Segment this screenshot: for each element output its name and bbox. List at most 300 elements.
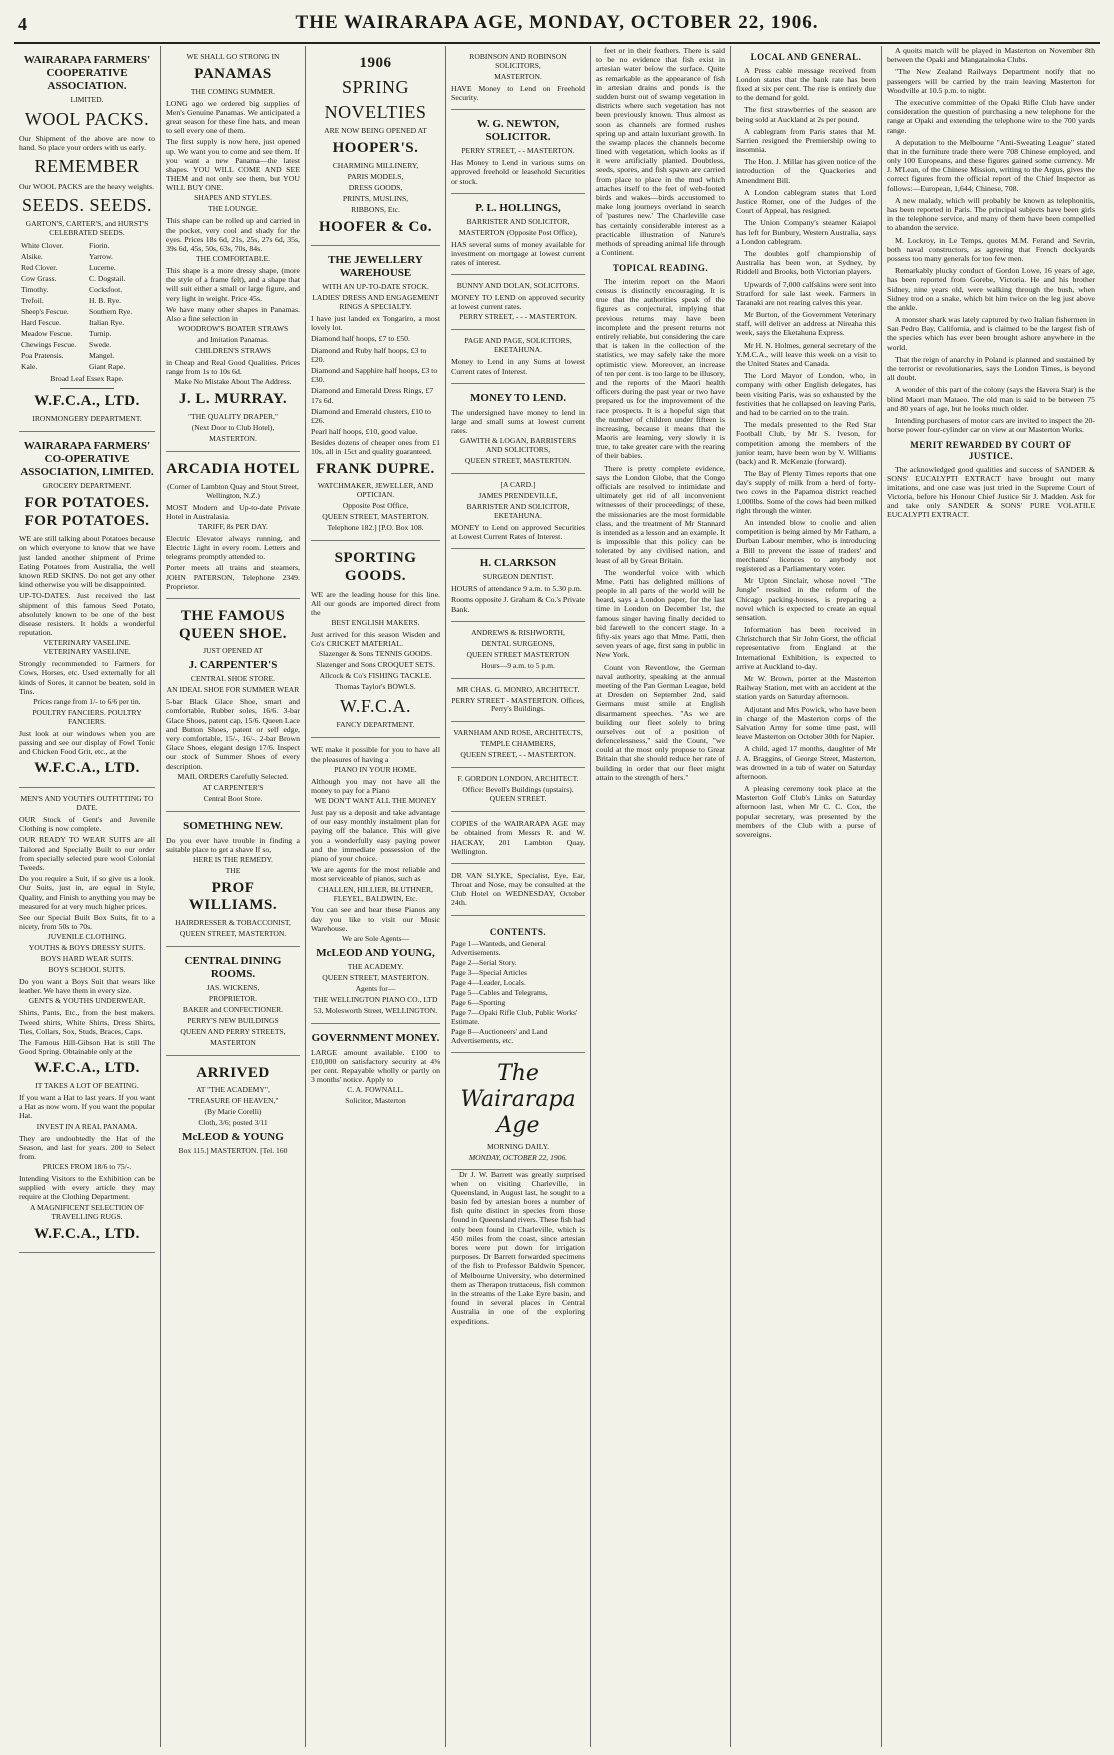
seed-item: Meadow Fescue. xyxy=(21,328,73,338)
ad-text: and Imitation Panamas. xyxy=(197,335,269,345)
ad-subhead: MEN'S AND YOUTH'S OUTFITTING TO DATE. xyxy=(20,794,154,813)
section-heading: TOPICAL READING. xyxy=(612,263,709,274)
seed-item: Turnip. xyxy=(89,328,112,338)
ad-text: Money to Lend in any Sums at lowest Current rates of Interest. xyxy=(451,357,585,376)
seed-item: Giant Rape. xyxy=(89,361,126,371)
ad-prendeville xyxy=(451,474,585,549)
ad-headline: SOMETHING NEW. xyxy=(183,819,283,832)
ad-headline: THE JEWELLERY WAREHOUSE xyxy=(328,254,423,280)
ad-text: BAKER and CONFECTIONER. xyxy=(182,1004,284,1014)
seed-item: Timothy. xyxy=(21,284,49,294)
ad-headline: FOR POTATOES. FOR POTATOES. xyxy=(24,494,150,529)
seed-item: Swede. xyxy=(89,339,112,349)
ad-headline: PROF WILLIAMS. xyxy=(188,879,278,914)
ad-subhead: POULTRY FANCIERS. POULTRY FANCIERS. xyxy=(32,707,142,726)
news-item: The medals presented to the Red Star Football Club, by Mr S. Iveson, for competition among the members of the junior team, have been won by V. Williams (back) and R. McKenzie (forward). xyxy=(736,420,876,466)
ad-text: Just pay us a deposit and take advantage of our easy monthly instalment plan for paying off the balance. This will give you a wonderfully easy paying power and the immediate possession of the piano of your choice. xyxy=(311,808,440,863)
ad-text: WITH AN UP-TO-DATE STOCK. xyxy=(322,282,429,292)
ad-headline: H. CLARKSON xyxy=(479,557,557,570)
ad-london xyxy=(451,768,585,812)
ad-text: Do you want a Boys Suit that wears like leather. We have them in every size. xyxy=(19,977,155,996)
ad-headline: FRANK DUPRE. xyxy=(316,460,435,477)
seed-item: Sheep's Fescue. xyxy=(21,306,69,316)
column-3 xyxy=(306,46,446,1747)
ad-text: CHARMING MILLINERY, xyxy=(332,160,419,170)
ad-headline: McLEOD & YOUNG xyxy=(182,1131,284,1144)
ad-text: We are Sole Agents— xyxy=(341,934,410,944)
ad-headline: SEEDS. SEEDS. xyxy=(21,194,153,215)
ad-arcadia-hotel xyxy=(166,452,300,599)
ad-text: TEMPLE CHAMBERS, xyxy=(480,739,556,749)
ad-text: PERRY STREET, - - - MASTERTON. xyxy=(459,312,577,322)
news-item: A pleasing ceremony took place at the Masterton Golf Club's Links on Saturday afternoon last, when Mr C. C. Cox, the popular secretary, was presented by the members of the Club with a purse of sovereigns. xyxy=(736,784,876,840)
ad-text: (Corner of Lambton Quay and Stout Street, Wellington, N.Z.) xyxy=(167,481,299,500)
news-item: The Bay of Plenty Times reports that one day's supply of milk from a herd of forty-two cows in the Papamoa district reached 1,000lbs. Some of the cows had been milked right through the winter. xyxy=(736,469,876,515)
ad-text: HAIRDRESSER & TOBACCONIST, xyxy=(175,918,291,928)
ad-headline: CENTRAL DINING ROOMS. xyxy=(184,955,282,981)
ad-headline: W.F.C.A., LTD. xyxy=(34,1225,140,1242)
news-item: That the reign of anarchy in Poland is planned and sustained by the terrorist or revolutionaries, says the London Times, is beyond all doubt. xyxy=(887,354,1095,383)
ad-text: SURGEON DENTIST. xyxy=(482,572,554,582)
ad-text: QUEEN AND PERRY STREETS, xyxy=(180,1026,286,1036)
ad-subhead: WOODROW'S BOATER STRAWS xyxy=(177,324,289,334)
news-item: A monster shark was lately captured by two Italian fishermen in San Pedro Bay, California, and is claimed to be the largest fish of the species which has ever been brought ashore anywhere in the world. xyxy=(887,315,1095,352)
ad-text: MONEY TO LEND on approved security at lowest current rates. xyxy=(451,293,585,312)
ad-text: "TREASURE OF HEAVEN," xyxy=(187,1096,279,1106)
ad-copies xyxy=(451,812,585,864)
ad-wfca-grocery xyxy=(19,432,155,788)
news-item: The Union Company's steamer Kaiapoi has left for Bunbury, Western Australia, says a London cablegram. xyxy=(736,218,876,246)
news-item: A deputation to the Melbourne "Anti-Sweating League" stated that in the furniture trade there were 708 Chinese employed, and only 100 Europeans, and these figures gained some currency. Mr J. M'Lean, of the Chinese Mission, writing to the Argus, gives the correct figures from the official report of the Chief Inspector as follows:—European, 1,644; Chinese, 708. xyxy=(887,137,1095,193)
news-item: An intended blow to coolie and alien competition is being aimed by Mr Fatham, a Durban Labour member, who is introducing a Bill to prevent the issue of traders' and merchants' licences to anybody not registered as a Parliamentary voter. xyxy=(736,518,876,573)
ad-headline: WOOL PACKS. xyxy=(24,108,150,129)
news-item: M. Lockroy, in Le Temps, quotes M.M. Ferand and Sevrin, both naval constructors, as agreeing that French dockyards possess too many generals for too few men. xyxy=(887,235,1095,263)
ad-text: QUEEN STREET, - - MASTERTON. xyxy=(460,750,576,760)
ad-text: LARGE amount available. £100 to £10,000 on satisfactory security at 4⅜ per cent. Repayable wholly or partly on 3 months' notice. Apply to xyxy=(311,1047,440,1085)
seed-item: Mangel. xyxy=(89,350,115,360)
ad-jewellery xyxy=(311,246,440,541)
ad-text: Thomas Taylor's BOWLS. xyxy=(335,682,416,692)
ad-text: Slazenger & Sons TENNIS GOODS. xyxy=(318,649,433,659)
ad-text: Just arrived for this season Wisden and Co's CRICKET MATERIAL. xyxy=(311,630,440,649)
news-item: A Press cable message received from London states that the bank rate has been fixed at six per cent. The rise is entirely due to the demand for gold. xyxy=(736,65,876,103)
seed-item: Trefoil. xyxy=(21,295,44,305)
seed-item: Yarrow. xyxy=(89,251,113,261)
ad-line: GROCERY DEPARTMENT. xyxy=(42,480,132,490)
ad-text: RIBBONS, Etc. xyxy=(351,204,400,214)
ad-subhead: IT TAKES A LOT OF BEATING. xyxy=(35,1081,139,1091)
ad-text: Although you may not have all the money to pay for a Piano xyxy=(311,776,440,795)
ad-headline: HOOFER & Co. xyxy=(318,218,433,235)
ad-text: Allcock & Co's FISHING TACKLE. xyxy=(319,671,432,681)
ad-text: Just look at our windows when you are passing and see our display of Fowl Tonic and Chicken Food Grit, etc., at the xyxy=(19,728,155,757)
paragraph: The interim report on the Maori census is distinctly encouraging. It is true that the authorities speak of the figures as conjectural, implying that previous returns may have been incomplete and the present returns not entirely reliable, but considering the care that is taken in the collection of the statistics, we may safely take the more optimistic view. Moreover, an increase of ten per cent. is too large to be illusory, and the reports of the Maori health officers during the past year or two have prepared us for the improvement of the race prospects. It is a hopeful sign that the number of children under fifteen is increasing, because it means that the Maoris are learning, very slowly it is true, to take greater care with the rearing of their babies. xyxy=(596,276,725,461)
seed-item: Cow Grass. xyxy=(21,273,57,283)
ad-varnham xyxy=(451,722,585,768)
ad-subhead: ANDREWS & RISHWORTH, xyxy=(471,627,565,637)
news-item: A new malady, which will probably be known as telephonitis, has been reported in Paris. The principal subjects have been girls in the telephone service, and many of them have been compelled to abandon the service. xyxy=(887,195,1095,233)
ad-text: Prices range from 1/- to 6/6 per tin. xyxy=(33,697,141,707)
ad-text: CENTRAL SHOE STORE. xyxy=(190,674,276,684)
ad-text: MASTERTON (Opposite Post Office), xyxy=(458,227,578,237)
ad-text: This shape can be rolled up and carried in the pocket, very cool and shady for the eyes. Prices 18s 6d, 21s, 25s, 27s 6d, 35s, 39s 6d, 45s, 50s, 63s, 70s, 84s. xyxy=(166,216,300,253)
news-item: Mr H. N. Holmes, general secretary of the Y.M.C.A., will leave this week on a visit to the United States and Canada. xyxy=(736,340,876,369)
contents-item: Page 7—Opaki Rifle Club, Public Works' Estimate. xyxy=(451,1007,578,1026)
column-5 xyxy=(591,46,731,1747)
ad-text: QUEEN STREET, MASTERTON. xyxy=(464,456,572,466)
contents-item: Page 3—Special Articles xyxy=(451,968,527,978)
ad-bunny-dolan xyxy=(451,275,585,330)
column-7 xyxy=(882,46,1100,1747)
ad-text: BARRISTER AND SOLICITOR, EKETAHUNA. xyxy=(466,501,570,520)
ad-headline: ARCADIA HOTEL xyxy=(166,460,300,477)
ad-text: WATCHMAKER, JEWELLER, AND OPTICIAN. xyxy=(317,481,434,500)
ad-text: You can see and hear these Pianos any day you like to visit our Music Warehouse. xyxy=(311,905,440,933)
ad-subhead: MR CHAS. G. MONRO, ARCHITECT. xyxy=(456,684,580,694)
seed-item: Fiorin. xyxy=(89,241,110,251)
ad-subhead: JAMES PRENDEVILLE, xyxy=(478,491,558,501)
leader-masthead xyxy=(451,1053,585,1170)
seed-item: Poa Pratensis. xyxy=(21,350,64,360)
ad-text: WE make it possible for you to have all the pleasures of having a xyxy=(311,745,440,764)
seed-item: Cocksfoot. xyxy=(89,284,123,294)
news-item: Intending purchasers of motor cars are invited to inspect the 20-horse power four-cylinder car on view at our Masterton Works. xyxy=(887,415,1095,435)
ad-text: Diamond and Emerald Dress Rings, £7 17s 6d. xyxy=(311,386,434,405)
leader-date: MONDAY, OCTOBER 22, 1906. xyxy=(468,1152,568,1162)
ad-headline: W.F.C.A. xyxy=(340,696,411,717)
ad-text: MASTERTON xyxy=(210,1037,256,1047)
ad-text: WE are still talking about Potatoes because on which everyone to know that we have just landed another shipment of Prime Eating Potatoes from Australia, the well known RED SKINS. Do not get any other kind otherwise you will be disappointed. xyxy=(19,534,155,590)
news-item: A cablegram from Paris states that M. Sarrien resigned the Premiership owing to insomnia. xyxy=(736,126,876,155)
ad-text: PRINTS, MUSLINS, xyxy=(342,193,409,203)
ad-government-money xyxy=(311,1024,440,1114)
ad-text: UP-TO-DATES. Just received the last shipment of this famous Seed Potato, absolutely known to be one of the best disease resisters. It holds a wonderful reputation. xyxy=(19,591,155,638)
ad-headline: MONEY TO LEND. xyxy=(469,391,567,404)
ad-text: HAS several sums of money available for investment on mortgage at lowest current rates of interest. xyxy=(451,239,585,267)
ad-monro xyxy=(451,679,585,723)
seed-item: Red Clover. xyxy=(21,262,58,272)
ad-prof-williams xyxy=(166,812,300,948)
contents-item: Page 1—Wanteds, and General Advertisements. xyxy=(451,939,546,958)
ad-text: AT CARPENTER'S xyxy=(202,782,264,792)
ad-text: PRICES FROM 18/6 to 75/-. xyxy=(42,1162,132,1172)
contents-item: Page 8—Auctioneers' and Land Advertisements, etc. xyxy=(451,1026,548,1045)
ad-text: COPIES of the WAIRARAPA AGE may be obtained from Messrs R. and W. HACKAY, 201 Lambton Quay, Wellington. xyxy=(451,819,585,856)
seed-item: Hard Fescue. xyxy=(21,317,62,327)
ad-subhead: THE COMFORTABLE. xyxy=(195,254,271,264)
ad-text: MONEY to Lend on approved Securities at Lowest Current Rates of Interest. xyxy=(451,522,585,542)
ad-text: QUEEN STREET MASTERTON xyxy=(466,649,570,659)
ad-text: [A CARD.] xyxy=(500,480,536,490)
leader-subtitle: MORNING DAILY. xyxy=(487,1141,549,1151)
paragraph: feet or in their feathers. There is said to be no evidence that fish exist in artesian water below the surface. Quite as remarkable as the appearance of fish in artesian drains and ponds is the sudden burst out of swamp vegetation in districts where such vegetation has not been previously known. Thus almost as soon as channels are formed rushes spring up and attain luxuriant growth. In the swamp places the channels become lined with vegetation, which looks as if it were artificially planted. Doubtless, seeds, spores, and fish spawn are carried from place to place in the mud which attaches itself to the feet of web-footed birds and wakes—birds accustomed to make long journeys overland in search of 'pastures new.' The Charleville case has certainly considerable interest as a practicable illustration of Nature's methods of spreading animal life through a Continent. xyxy=(596,46,725,258)
ad-text: "THE QUALITY DRAPER," xyxy=(187,412,279,422)
contents-item: Page 5—Cables and Telegrams, xyxy=(451,988,548,998)
ad-text: LONG ago we ordered big supplies of Men's Genuine Panamas. We anticipated a great season for these fine hats, and mean to sell every one of them. xyxy=(166,98,300,136)
ad-subhead: WE DON'T WANT ALL THE MONEY xyxy=(314,796,437,806)
ad-text: QUEEN STREET, MASTERTON. xyxy=(179,929,287,939)
seed-item: White Clover. xyxy=(21,241,64,251)
ad-sporting-goods xyxy=(311,541,440,738)
leader-article xyxy=(451,1170,585,1326)
ad-subhead: A MAGNIFICENT SELECTION OF TRAVELLING RUGS. xyxy=(30,1202,144,1221)
ad-text: Our WOOL PACKS are the heavy weights. xyxy=(19,181,155,191)
ad-text: in Cheap and Real Good Qualities. Prices range from 1s to 10s 6d. xyxy=(166,358,300,377)
ad-headline: THE FAMOUS QUEEN SHOE. xyxy=(178,607,288,642)
ad-text: Central Boot Store. xyxy=(203,793,263,803)
ad-text: QUEEN STREET, MASTERTON. xyxy=(322,972,429,982)
ad-text: Shirts, Pants, Etc., from the best makers. Tweed shirts, White Shirts, Dress Shirts, Ties, Collars, Sox, Studs, Braces, Caps. xyxy=(19,1008,155,1036)
news-item: Adjutant and Mrs Powick, who have been in charge of the Masterton corps of the Salvation Army for some time past, will leave Masterton on October 30th for Napier. xyxy=(736,704,876,742)
ad-text: IRONMONGERY DEPARTMENT. xyxy=(32,414,142,424)
ad-text: PROPRIETOR. xyxy=(208,993,258,1003)
ad-subhead: AN IDEAL SHOE FOR SUMMER WEAR xyxy=(166,685,300,695)
ad-line: LIMITED. xyxy=(70,94,104,104)
ad-text: Intending Visitors to the Exhibition can be supplied with every article they may require at the Clothing Department. xyxy=(19,1174,155,1202)
ad-text: Our Shipment of the above are now to hand. So place your orders with us early. xyxy=(19,134,155,153)
ad-text: ARE NOW BEING OPENED AT xyxy=(324,126,427,136)
ad-text: 5-bar Black Glace Shoe, smart and comfortable, Rubber soles, 16/6. 3-bar Glace Shoes, patent cap, 15/6. Queen Lace and Button Shoes, patent or self edge, very comfortable, 15/-, 16/-. 2-bar Brown Glace Shoes, elegant design 17/6. Inspect our stock of Summer Shoes of every description. xyxy=(166,697,300,771)
ad-text: DENTAL SURGEONS, xyxy=(481,638,555,648)
ad-text: WE are the leading house for this line. All our goods are imported direct from the xyxy=(311,589,440,617)
page-number: 4 xyxy=(18,14,27,34)
ad-text: Porter meets all trains and steamers, JOHN PATERSON, Telephone 2349. Proprietor. xyxy=(166,563,300,591)
seed-item: Lucerne. xyxy=(89,262,116,272)
ad-line: WE SHALL GO STRONG IN xyxy=(186,52,280,61)
ad-text: If you want a Hat to last years. If you want a Hat as now worn. If you want the popular Hat. xyxy=(19,1093,155,1121)
ad-text: See our Special Built Box Suits, fit to a nicety, from 50s to 70s. xyxy=(19,912,155,932)
ad-text: This shape is a more dressy shape, (more the style of a frame felt), and a shape that will suit either a small or large figure, and very light in weight. Price 45s. xyxy=(166,266,300,303)
ad-text: MASTERTON. xyxy=(494,71,542,81)
ad-text: Office: Bevell's Buildings (upstairs). QUEEN STREET. xyxy=(462,785,574,804)
ad-text: Agents for— xyxy=(355,983,396,993)
ad-subhead: BEST ENGLISH MAKERS. xyxy=(331,618,420,628)
ad-subhead: BOYS SCHOOL SUITS. xyxy=(48,965,126,975)
ad-text: Make No Mistake About The Address. xyxy=(174,377,292,387)
ad-text: Diamond half hoops, £7 to £50. xyxy=(311,334,410,344)
ad-subhead: F. GORDON LONDON, ARCHITECT. xyxy=(457,774,579,784)
news-item: The Hon. J. Millar has given notice of the introduction of the Quackeries and Amendment Bill. xyxy=(736,157,876,185)
divider xyxy=(60,388,114,389)
ad-text: Pearl half hoops, £10, good value. xyxy=(311,427,418,437)
ad-subhead: LADIES' DRESS AND ENGAGEMENT RINGS A SPECIALTY. xyxy=(312,293,439,312)
ad-text: PARIS MODELS, xyxy=(347,171,404,181)
ad-text: Box 115.] MASTERTON. [Tel. 160 xyxy=(178,1146,288,1156)
column-6 xyxy=(731,46,882,1747)
ad-text: The Famous Hill-Gibson Hat is still The Good Spring. Obtainable only at the xyxy=(19,1037,155,1057)
ad-subhead: ROBINSON AND ROBINSON SOLICITORS, xyxy=(469,52,567,70)
ad-text: Do you require a Suit, if so give us a look. Our Suits, just in, are equal in Style, Quality, and Finish to anything you may be measured for at very much higher prices. xyxy=(19,874,155,911)
ad-text: Rooms opposite J. Graham & Co.'s Private Bank. xyxy=(451,595,585,614)
news-item: Mr W. Brown, porter at the Masterton Railway Station, met with an accident at the station yards on Saturday afternoon. xyxy=(736,674,876,702)
ad-text: Telephone 182.] [P.O. Box 108. xyxy=(327,523,424,533)
ad-headline: 1906 xyxy=(359,55,392,71)
ad-text: Strongly recommended to Farmers for Cows, Horses, etc. Used externally for all kinds of Sores, it cannot be beaten, sold in Tins. xyxy=(19,659,155,696)
ad-text: (By Marie Corelli) xyxy=(204,1107,262,1117)
contents-item: Page 2—Serial Story. xyxy=(451,958,517,968)
paragraph: Count von Reventlow, the German naval authority, speaking at the annual meeting of the Pan German League, held at Dresden on September 2nd, said Germans must smile at English disarmament speeches. "As we are building our fleet solely to bring ourselves out of a position of defencelessness," said the Count, "we could at the most only propose to Great Britain that she should reduce her rate of building in order that our fleet might attain to the strength of hers." xyxy=(596,662,725,782)
ad-headline: J. L. MURRAY. xyxy=(178,391,288,408)
ad-clarkson xyxy=(451,549,585,621)
ad-subhead: VARNHAM AND ROSE, ARCHITECTS, xyxy=(453,728,583,738)
ad-pianos xyxy=(311,738,440,1023)
ad-text: THE ACADEMY. xyxy=(347,961,404,971)
ad-murray-panamas xyxy=(166,46,300,452)
contents-heading: CONTENTS. xyxy=(489,926,547,937)
news-item: "The New Zealand Railways Department notify that no passengers will be carried by the train leaving Masterton for Woodville at 10.5 p.m. to night. xyxy=(887,67,1095,95)
section-heading: MERIT REWARDED BY COURT OF JUSTICE. xyxy=(910,440,1072,461)
ad-headline: SPRING xyxy=(341,76,410,97)
ad-text: MAIL ORDERS Carefully Selected. xyxy=(177,771,289,781)
ad-text: Slazenger and Sons CROQUET SETS. xyxy=(316,660,435,670)
ad-subhead: CHILDREN'S STRAWS xyxy=(194,346,272,356)
news-item: Mr Burton, of the Government Veterinary staff, will deliver an address at Nireaha this week, says the Eketahuna Express. xyxy=(736,310,876,338)
news-item: The Lord Mayor of London, who, in company with other English delegates, has been visiting Paris, was so exhausted by the festivities that he collapsed on leaving Paris, and had to be carried on to the train. xyxy=(736,371,876,417)
ad-dining-rooms xyxy=(166,947,300,1056)
ad-text: I have just landed ex Tongariro, a most lovely lot. xyxy=(311,314,440,333)
ad-subhead: CHALLEN, HILLIER, BLUTHNER, FLEYEL, BALDWIN, Etc. xyxy=(318,884,433,903)
ad-text: PERRY'S NEW BUILDINGS xyxy=(187,1015,279,1025)
ad-newton xyxy=(451,110,585,193)
ad-text: Hours—9 a.m. to 5 p.m. xyxy=(481,660,555,670)
ad-text: Do you ever have trouble in finding a suitable place to get a shave If so, xyxy=(166,835,300,854)
ad-academy-books xyxy=(166,1056,300,1163)
ad-headline: P. L. HOLLINGS, xyxy=(475,201,561,214)
ad-subhead: PAGE AND PAGE, SOLICITORS, EKETAHUNA. xyxy=(464,336,572,355)
news-item: Upwards of 7,000 calfskins were sent into Stratford for sale last week. Farmers in Taranaki are not rearing calves this year. xyxy=(736,279,876,307)
ad-text: JUST OPENED AT xyxy=(203,646,263,656)
ad-van-slyke xyxy=(451,864,585,916)
ad-subhead: BOYS HARD WEAR SUITS. xyxy=(40,954,134,964)
ad-headline: GOVERNMENT MONEY. xyxy=(311,1031,440,1044)
ad-text: Diamond and Sapphire half hoops, £3 to £30. xyxy=(311,365,438,385)
news-item: A London cablegram states that Lord Justice Romer, one of the Judges of the Court of Appeal, has resigned. xyxy=(736,187,876,216)
column-1 xyxy=(14,46,161,1747)
ad-subhead: TARIFF, 8s PER DAY. xyxy=(198,521,268,531)
news-item: Information has been received in Christchurch that Sir John Gorst, the official representative from England at the International Exhibition, is expected to arrive at Auckland to-day. xyxy=(736,625,876,671)
ad-subhead: VETERINARY VASELINE. VETERINARY VASELINE. xyxy=(43,638,131,657)
ad-subhead: JAS. WICKENS, xyxy=(206,983,260,993)
ad-subhead: HERE IS THE REMEDY. xyxy=(193,854,273,864)
seed-item: Chewings Fescue. xyxy=(21,339,77,349)
ad-headline: SPORTING GOODS. xyxy=(334,550,417,584)
ad-text: MOST Modern and Up-to-date Private Hotel in Australasia. xyxy=(166,502,300,521)
column-2 xyxy=(161,46,306,1747)
ad-text: THE xyxy=(225,865,241,875)
contents-item: Page 4—Leader, Locals. xyxy=(451,978,526,988)
paragraph: Dr J. W. Barrett was greatly surprised when on visiting Charleville, in Queensland, in August last, he sought to a basin fed by artesian bores a number of fish quite distinct in species from those found in Queensland rivers. These fish had only been found in Charleville, which is 450 miles from the coast, since artesian bores were put down for irrigation purposes. Dr Barrett forwarded specimens of the fish to Professor Baldwin Spencer, of Melbourne University, who determined them as Therapon truttaceus, fish common in the streams of the Lake Eyre basin, and found in several places in Central Australia in one of the exploring expeditions. xyxy=(451,1169,585,1326)
ad-subhead: INVEST IN A REAL PANAMA. xyxy=(36,1121,138,1131)
news-item: Remarkably plucky conduct of Gordon Lowe, 16 years of age, has been reported from Gorebe, Victoria. He and his brother Sidney, nine years old, were walking through the bush, when Sidney trod on a snake, which bit him twice on the leg just above the ankle. xyxy=(887,266,1095,312)
ad-text: Has Money to Lend in various sums on approved freehold or leasehold Securities or stock. xyxy=(451,158,585,186)
ad-text: OUR READY TO WEAR SUITS are all Tailored and Specially Built to our order from specially selected pure wool Colonial Tweeds. xyxy=(19,835,155,872)
ad-text: Diamond and Ruby half hoops, £3 to £20. xyxy=(311,345,427,364)
ad-line: THE COMING SUMMER. xyxy=(190,86,276,96)
ad-text: FANCY DEPARTMENT. xyxy=(336,720,415,730)
ad-subhead: PIANO IN YOUR HOME. xyxy=(334,764,417,774)
ad-subhead: THE LOUNGE. xyxy=(208,204,258,214)
ad-headline: W.F.C.A., LTD. xyxy=(34,1060,140,1077)
ad-subhead: BUNNY AND DOLAN, SOLICITORS. xyxy=(456,281,580,291)
ad-text: Cloth, 3/6; posted 3/11 xyxy=(198,1118,268,1128)
ad-header: WAIRARAPA FARMERS' COOPERATIVE ASSOCIATION. xyxy=(23,54,151,92)
ad-text: C. A. FOWNALL. xyxy=(347,1085,404,1095)
ad-wfca-woolpacks xyxy=(19,46,155,432)
news-item: A quoits match will be played in Masterton on November 8th between the Opaki and Mangatainoka Clubs. xyxy=(887,46,1095,65)
ad-hoopers xyxy=(311,46,440,246)
paragraph: The wonderful voice with which Mme. Patti has delighted millions of people in all parts of the world will be heard, says a London paper, for the last time in London on December 1st, the famous singer having finally decided to bid farewell to the concert stage. In a fifty-six years ago that Mme. Patti, then seven years of age, first sang in public in New York. xyxy=(596,567,725,660)
ad-text: The undersigned have money to lend in large and small sums at lowest current rates. xyxy=(451,407,585,436)
news-item: Mr Upton Sinclair, whose novel "The Jungle" resulted in the reform of the Chicago packing-houses, is preparing a novel which is expected to create an equal sensation. xyxy=(736,576,876,622)
ad-text: Opposite Post Office, xyxy=(342,501,409,511)
ad-text: DR VAN SLYKE, Specialist, Eye, Ear, Throat and Nose, may be consulted at the Club Hotel on WEDNESDAY, October 24th. xyxy=(451,870,585,908)
news-item: The executive committee of the Opaki Rifle Club have under consideration the question of purchasing a new telephone for the range at Opaki and extending the telephone wire to the 700 yards range. xyxy=(887,97,1095,135)
ad-text: GAWITH & LOGAN, BARRISTERS AND SOLICITORS, xyxy=(459,436,577,455)
ad-subhead: YOUTHS & BOYS DRESSY SUITS. xyxy=(28,943,146,953)
ad-text: DRESS GOODS, xyxy=(348,182,403,192)
ad-headline: McLEOD AND YOUNG, xyxy=(316,946,435,959)
ad-text: Broad Leaf Essex Rape. xyxy=(50,374,124,384)
ad-headline: NOVELTIES xyxy=(324,101,427,122)
paragraph: There is pretty complete evidence, says the London Globe, that the Congo officials are resolved to intimidate and ultimately get rid of all inconvenient witnesses of their proceedings; of these, the missionaries are the most formidable class, and the treatment of Mr Stannard is intended as a lesson and an example. It is impossible that this policy can be tolerated by any civilised nation, and least of all by Great Britain. xyxy=(596,463,725,565)
ad-text: GARTON'S, CARTER'S, and HURST'S CELEBRATED SEEDS. xyxy=(25,219,149,238)
seed-item: C. Dogstail. xyxy=(89,273,126,283)
ad-text: We are agents for the most reliable and most serviceable of pianos, such as xyxy=(311,865,440,884)
news-item: A child, aged 17 months, daughter of Mr J. A. Braggins, of George Street, Masterton, was drowned in a tub of water on Saturday afternoon. xyxy=(736,744,876,781)
ad-gawith-logan xyxy=(451,384,585,474)
ad-headline: W.F.C.A., LTD. xyxy=(34,760,140,777)
columns xyxy=(14,46,1100,1747)
ad-text: The first supply is now here, just opened up. We want you to come and see them. If you want a new Panama—the latest shapes. YOU WILL COME AND SEE THEM and not only see them, but YOU WILL BUY ONE. xyxy=(166,137,300,193)
news-item: The doubles golf championship of Australia has been won, at Sydney, by Riddell and Brooks, both Victorian players. xyxy=(736,248,876,277)
ad-text: Electric Elevator always running, and Electric Light in every room. Letters and telegrams promptly attended to. xyxy=(166,533,300,562)
ad-subhead: GENTS & YOUTHS UNDERWEAR. xyxy=(28,996,146,1006)
seed-item: Kale. xyxy=(21,361,38,371)
section-heading: LOCAL AND GENERAL. xyxy=(750,52,862,62)
ad-text: HAVE Money to Lend on Freehold Security. xyxy=(451,83,585,103)
ad-text: Solicitor, Masterton xyxy=(345,1096,406,1106)
ad-headline: ARRIVED xyxy=(196,1064,270,1081)
newspaper-logo: The Wairarapa Age xyxy=(460,1060,576,1138)
ad-wfca-clothing xyxy=(19,788,155,1253)
ad-text: 53, Molesworth Street, WELLINGTON. xyxy=(313,1005,438,1015)
newspaper-title: THE WAIRARAPA AGE, MONDAY, OCTOBER 22, 1906. xyxy=(295,12,819,33)
news-item: The first strawberries of the season are being sold at Auckland at 2s per pound. xyxy=(736,105,876,124)
ad-subhead: JUVENILE CLOTHING. xyxy=(47,932,127,942)
ad-text: OUR Stock of Gent's and Juvenile Clothing is now complete. xyxy=(19,815,155,834)
seed-item: Italian Rye. xyxy=(89,317,125,327)
ad-page-page xyxy=(451,330,585,383)
ad-text: (Next Door to Club Hotel), xyxy=(191,423,275,433)
ad-subhead: SHAPES AND STYLES. xyxy=(194,193,272,203)
ad-text: They are undoubtedly the Hat of the Season, and last for years. 200 to Select from. xyxy=(19,1133,155,1161)
masthead xyxy=(14,8,1100,44)
ad-text: QUEEN STREET, MASTERTON. xyxy=(322,512,429,522)
ad-hollings xyxy=(451,194,585,275)
ad-text: HOURS of attendance 9 a.m. to 5.30 p.m. xyxy=(451,584,582,594)
ad-text: MASTERTON. xyxy=(209,433,257,443)
ad-text: THE WELLINGTON PIANO CO., LTD xyxy=(313,994,438,1004)
column-4 xyxy=(446,46,591,1747)
ad-queen-shoe xyxy=(166,599,300,812)
ad-text: PERRY STREET - MASTERTON. Offices, Perry's Buildings. xyxy=(451,695,585,714)
ad-headline: REMEMBER xyxy=(34,156,140,177)
ad-header: WAIRARAPA FARMERS' CO-OPERATIVE ASSOCIATION, LIMITED. xyxy=(20,440,154,478)
ad-text: Diamond and Emerald clusters, £10 to £26. xyxy=(311,406,431,425)
ad-headline: W. G. NEWTON, SOLICITOR. xyxy=(476,118,560,144)
ad-headline: HOOPER'S. xyxy=(332,140,419,157)
ad-andrews xyxy=(451,622,585,679)
